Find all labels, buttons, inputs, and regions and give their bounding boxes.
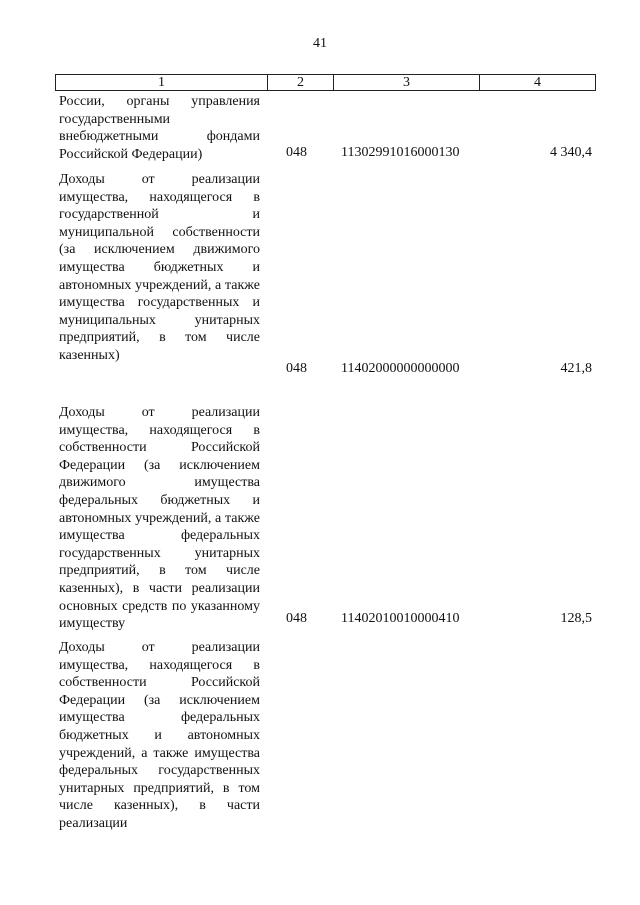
row-kbk-code: 11302991016000130 xyxy=(341,145,460,160)
row-description: Доходы от реализации имущества, находящегося в собственности Российской Федерации (за исключением движимого имущества федеральных бюджетных и автономных учреждений, а также имущества федеральных государственных унитарных предприятий, в том числе казенных), в части реализации основных средств по указанному имуществу xyxy=(59,405,260,632)
column-header-1: 1 xyxy=(56,75,268,91)
row-amount: 128,5 xyxy=(560,611,592,626)
row-amount: 421,8 xyxy=(560,361,592,376)
row-admin-code: 048 xyxy=(286,361,307,376)
column-header-2: 2 xyxy=(268,75,334,91)
row-kbk-code: 11402010010000410 xyxy=(341,611,460,626)
column-header-row xyxy=(56,75,596,91)
row-description: Доходы от реализации имущества, находящегося в собственности Российской Федерации (за исключением имущества федеральных бюджетных и автономных учреждений, а также имущества федеральных государственных унитарных предприятий, в том числе казенных), в части реализации xyxy=(59,640,260,831)
row-kbk-code: 11402000000000000 xyxy=(341,361,460,376)
column-header-3: 3 xyxy=(334,75,480,91)
page-number: 41 xyxy=(313,36,327,51)
row-description: России, органы управления государственными внебюджетными фондами Российской Федерации) xyxy=(59,94,260,162)
row-admin-code: 048 xyxy=(286,145,307,160)
column-header-table xyxy=(55,74,596,91)
row-description: Доходы от реализации имущества, находящегося в государственной и муниципальной собственности (за исключением движимого имущества бюджетных и автономных учреждений, а также имущества государственных и муниципальных унитарных предприятий, в том числе казенных) xyxy=(59,172,260,363)
row-admin-code: 048 xyxy=(286,611,307,626)
column-header-4: 4 xyxy=(480,75,596,91)
row-amount: 4 340,4 xyxy=(550,145,592,160)
